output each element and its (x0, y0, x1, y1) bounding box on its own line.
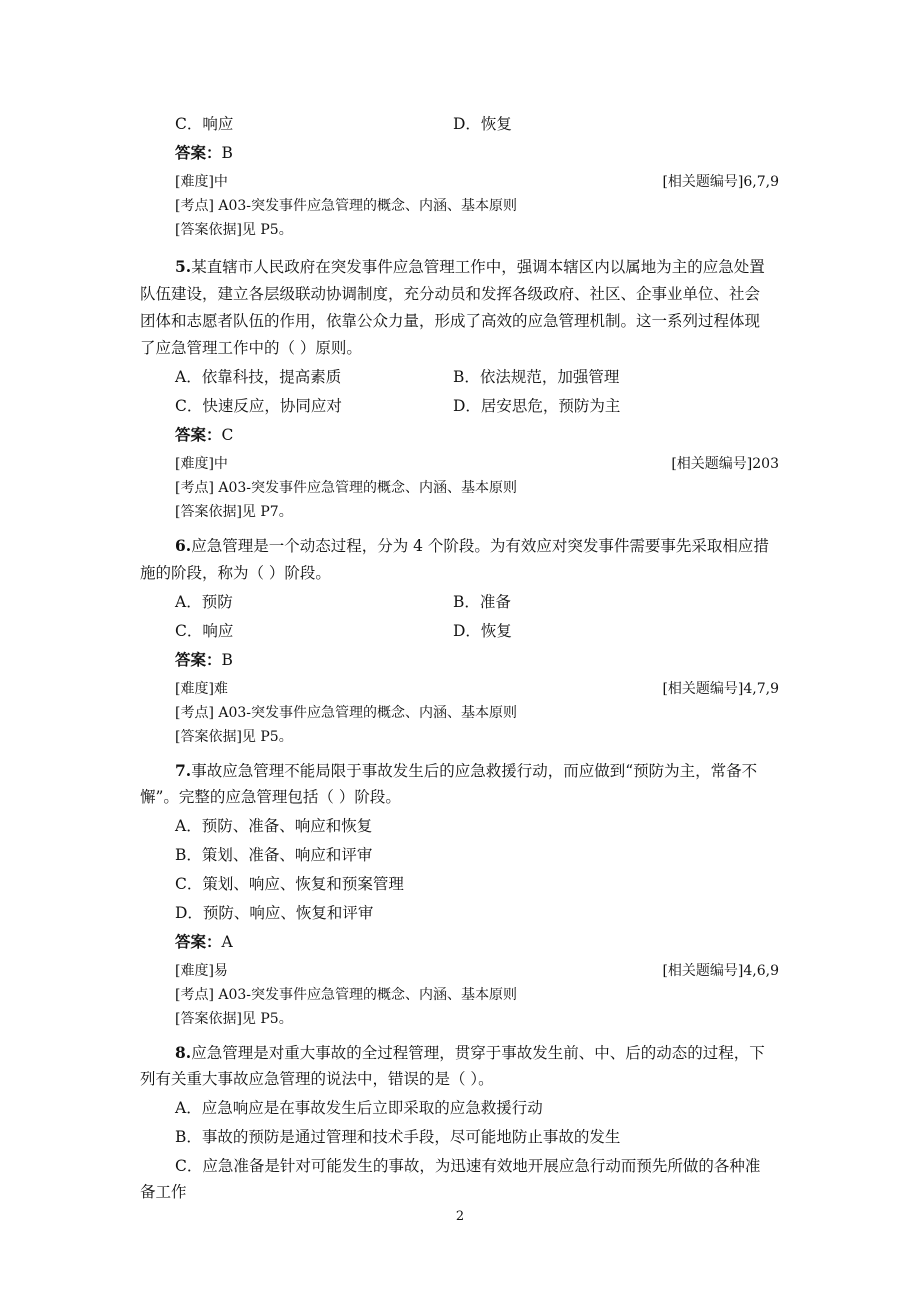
q7-option-b: B．策划、准备、响应和评审 (175, 846, 373, 864)
q7-answer: 答案：A (175, 932, 233, 951)
q7-basis: [答案依据]见 P5。 (175, 1011, 293, 1027)
q6-line-2: 施的阶段，称为（ ）阶段。 (140, 564, 331, 582)
q5-line-1: 5.某直辖市人民政府在突发事件应急管理工作中，强调本辖区内以属地为主的应急处置 (175, 257, 765, 276)
q6-number: 6. (175, 536, 192, 555)
q6-basis: [答案依据]见 P5。 (175, 729, 293, 745)
prev-option-c: C．响应 (175, 115, 234, 133)
answer-value: B (221, 144, 233, 162)
q8-line-1: 8.应急管理是对重大事故的全过程管理，贯穿于事故发生前、中、后的动态的过程，下 (175, 1043, 765, 1062)
q7-number: 7. (175, 761, 192, 780)
q5-option-b: B．依法规范，加强管理 (453, 368, 620, 386)
q7-point: [考点] A03-突发事件应急管理的概念、内涵、基本原则 (175, 987, 518, 1003)
q5-line-4: 了应急管理工作中的（ ）原则。 (140, 339, 362, 357)
prev-answer (175, 142, 233, 164)
answer-label: 答案： (175, 143, 222, 162)
q8-option-c-line-2: 备工作 (140, 1183, 187, 1201)
q5-basis: [答案依据]见 P7。 (175, 504, 293, 520)
page-number: 2 (455, 1209, 465, 1224)
q7-option-c: C．策划、响应、恢复和预案管理 (175, 875, 404, 893)
q6-option-d: D．恢复 (453, 622, 512, 640)
q7-line-2: 懈”。完整的应急管理包括（ ）阶段。 (140, 788, 401, 806)
q5-related: [相关题编号]203 (671, 456, 779, 472)
q8-option-b: B．事故的预防是通过管理和技术手段，尽可能地防止事故的发生 (175, 1128, 621, 1146)
q8-number: 8. (175, 1043, 192, 1062)
q5-point: [考点] A03-突发事件应急管理的概念、内涵、基本原则 (175, 480, 518, 496)
q8-line-2: 列有关重大事故应急管理的说法中，错误的是（ ）。 (140, 1070, 494, 1088)
q6-line-1: 6.应急管理是一个动态过程，分为 4 个阶段。为有效应对突发事件需要事先采取相应措 (175, 536, 769, 555)
q6-option-a: A．预防 (175, 593, 233, 611)
q5-difficulty: [难度]中 (175, 456, 228, 472)
q5-line-2: 队伍建设，建立各层级联动协调制度，充分动员和发挥各级政府、社区、企事业单位、社会 (140, 285, 761, 303)
q7-difficulty: [难度]易 (175, 963, 228, 979)
q5-number: 5. (175, 257, 192, 276)
prev-difficulty: [难度]中 (175, 174, 228, 190)
q5-answer: 答案：C (175, 425, 234, 444)
q6-point: [考点] A03-突发事件应急管理的概念、内涵、基本原则 (175, 705, 518, 721)
q8-option-a: A．应急响应是在事故发生后立即采取的应急救援行动 (175, 1099, 543, 1117)
q8-option-c-line-1: C．应急准备是针对可能发生的事故，为迅速有效地开展应急行动而预先所做的各种准 (175, 1157, 761, 1175)
q5-option-d: D．居安思危，预防为主 (453, 397, 621, 415)
q6-option-c: C．响应 (175, 622, 234, 640)
prev-basis: [答案依据]见 P5。 (175, 222, 293, 238)
q7-option-a: A．预防、准备、响应和恢复 (175, 817, 373, 835)
q6-difficulty: [难度]难 (175, 681, 228, 697)
q6-answer: 答案：B (175, 650, 233, 669)
q7-line-1: 7.事故应急管理不能局限于事故发生后的应急救援行动，而应做到“预防为主，常备不 (175, 761, 758, 780)
prev-related: [相关题编号]6,7,9 (662, 174, 779, 190)
prev-option-d: D．恢复 (453, 115, 512, 133)
q5-option-a: A．依靠科技，提高素质 (175, 368, 342, 386)
q7-option-d: D．预防、响应、恢复和评审 (175, 904, 374, 922)
q5-option-c: C．快速反应，协同应对 (175, 397, 342, 415)
prev-point: [考点] A03-突发事件应急管理的概念、内涵、基本原则 (175, 198, 518, 214)
q5-line-3: 团体和志愿者队伍的作用，依靠公众力量，形成了高效的应急管理机制。这一系列过程体现 (140, 312, 761, 330)
q6-related: [相关题编号]4,7,9 (662, 681, 779, 697)
q6-option-b: B．准备 (453, 593, 511, 611)
q7-related: [相关题编号]4,6,9 (662, 963, 779, 979)
